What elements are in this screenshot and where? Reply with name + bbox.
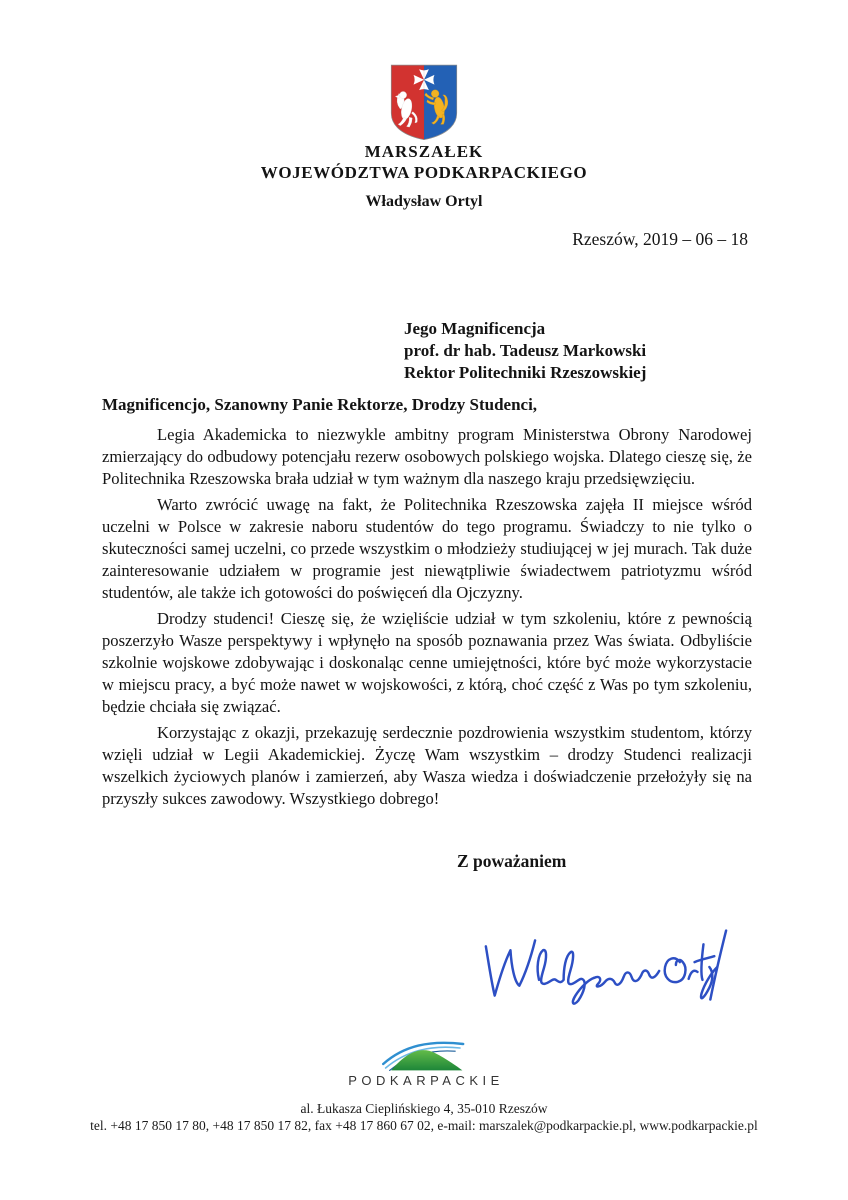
footer-contact: tel. +48 17 850 17 80, +48 17 850 17 82, fax +48 17 860 67 02, e-mail: marszalek@podkarpackie.pl, www.podkarpackie.pl [90, 1117, 758, 1133]
podkarpackie-coat-of-arms-icon [389, 63, 459, 141]
podkarpackie-logo-icon [376, 1040, 472, 1072]
podkarpackie-logo [0, 1040, 848, 1088]
paragraph: Legia Akademicka to niezwykle ambitny program Ministerstwa Obrony Narodowej zmierzający do odbudowy potencjału rezerw osobowych polskiego wojska. Dlatego cieszę się, że Politechnika Rzeszowska brała udział w tym ważnym dla naszego kraju przedsięwzięciu. [102, 425, 752, 488]
addressee-line: Jego Magnificencja [404, 319, 546, 338]
letterhead [0, 142, 848, 211]
letter-body [102, 424, 752, 815]
logo-wordmark: PODKARPACKIE [348, 1073, 504, 1088]
paragraph: Warto zwrócić uwagę na fakt, że Politechnika Rzeszowska zajęła II miejsce wśród uczelni w Polsce w zakresie naboru studentów do tego programu. Świadczy to nie tylko o skuteczności samej uczelni, co przede wszystkim o młodzieży studiującej w jej murach. Tak duże zainteresowanie udziałem w programie jest niewątpliwie świadectwem patriotyzmu wśród studentów, ale także ich gotowości do poświęceń dla Ojczyzny. [102, 495, 752, 602]
salutation: Magnificencjo, Szanowny Panie Rektorze, Drodzy Studenci, [102, 395, 538, 414]
addressee-block [404, 318, 646, 384]
footer-address: al. Łukasza Cieplińskiego 4, 35-010 Rzeszów [300, 1101, 548, 1116]
paragraph: Drodzy studenci! Cieszę się, że wzięliście udział w tym szkoleniu, które z pewnością poszerzyło Wasze perspektywy i wpłynęło na sposób poznawania przez Was świata. Odbyliście szkolnie wojskowe zdobywając i doskonaląc cenne umiejętności, które być może wykorzystacie w miejscu pracy, a być może nawet w wojskowości, z którą, choć część z Was po tym szkoleniu, będzie chciała się związać. [102, 609, 752, 716]
signature-autograph [476, 922, 732, 1014]
letterhead-person-name: Władysław Ortyl [365, 193, 483, 210]
addressee-line: Rektor Politechniki Rzeszowskiej [404, 363, 647, 382]
addressee-line: prof. dr hab. Tadeusz Markowski [404, 341, 647, 360]
letterhead-subtitle: WOJEWÓDZTWA PODKARPACKIEGO [260, 163, 588, 182]
closing-phrase: Z poważaniem [457, 851, 567, 871]
dateline: Rzeszów, 2019 – 06 – 18 [572, 229, 748, 249]
paragraph: Korzystając z okazji, przekazuję serdecznie pozdrowienia wszystkim studentom, którzy wzięli udział w Legii Akademickiej. Życzę Wam wszystkim – drodzy Studenci realizacji wszelkich życiowych planów i zamierzeń, aby Wasza wiedza i doświadczenie przełożyły się na przyszły sukces zawodowy. Wszystkiego dobrego! [102, 723, 752, 808]
footer [0, 1101, 848, 1134]
letterhead-title: MARSZAŁEK [364, 142, 484, 161]
